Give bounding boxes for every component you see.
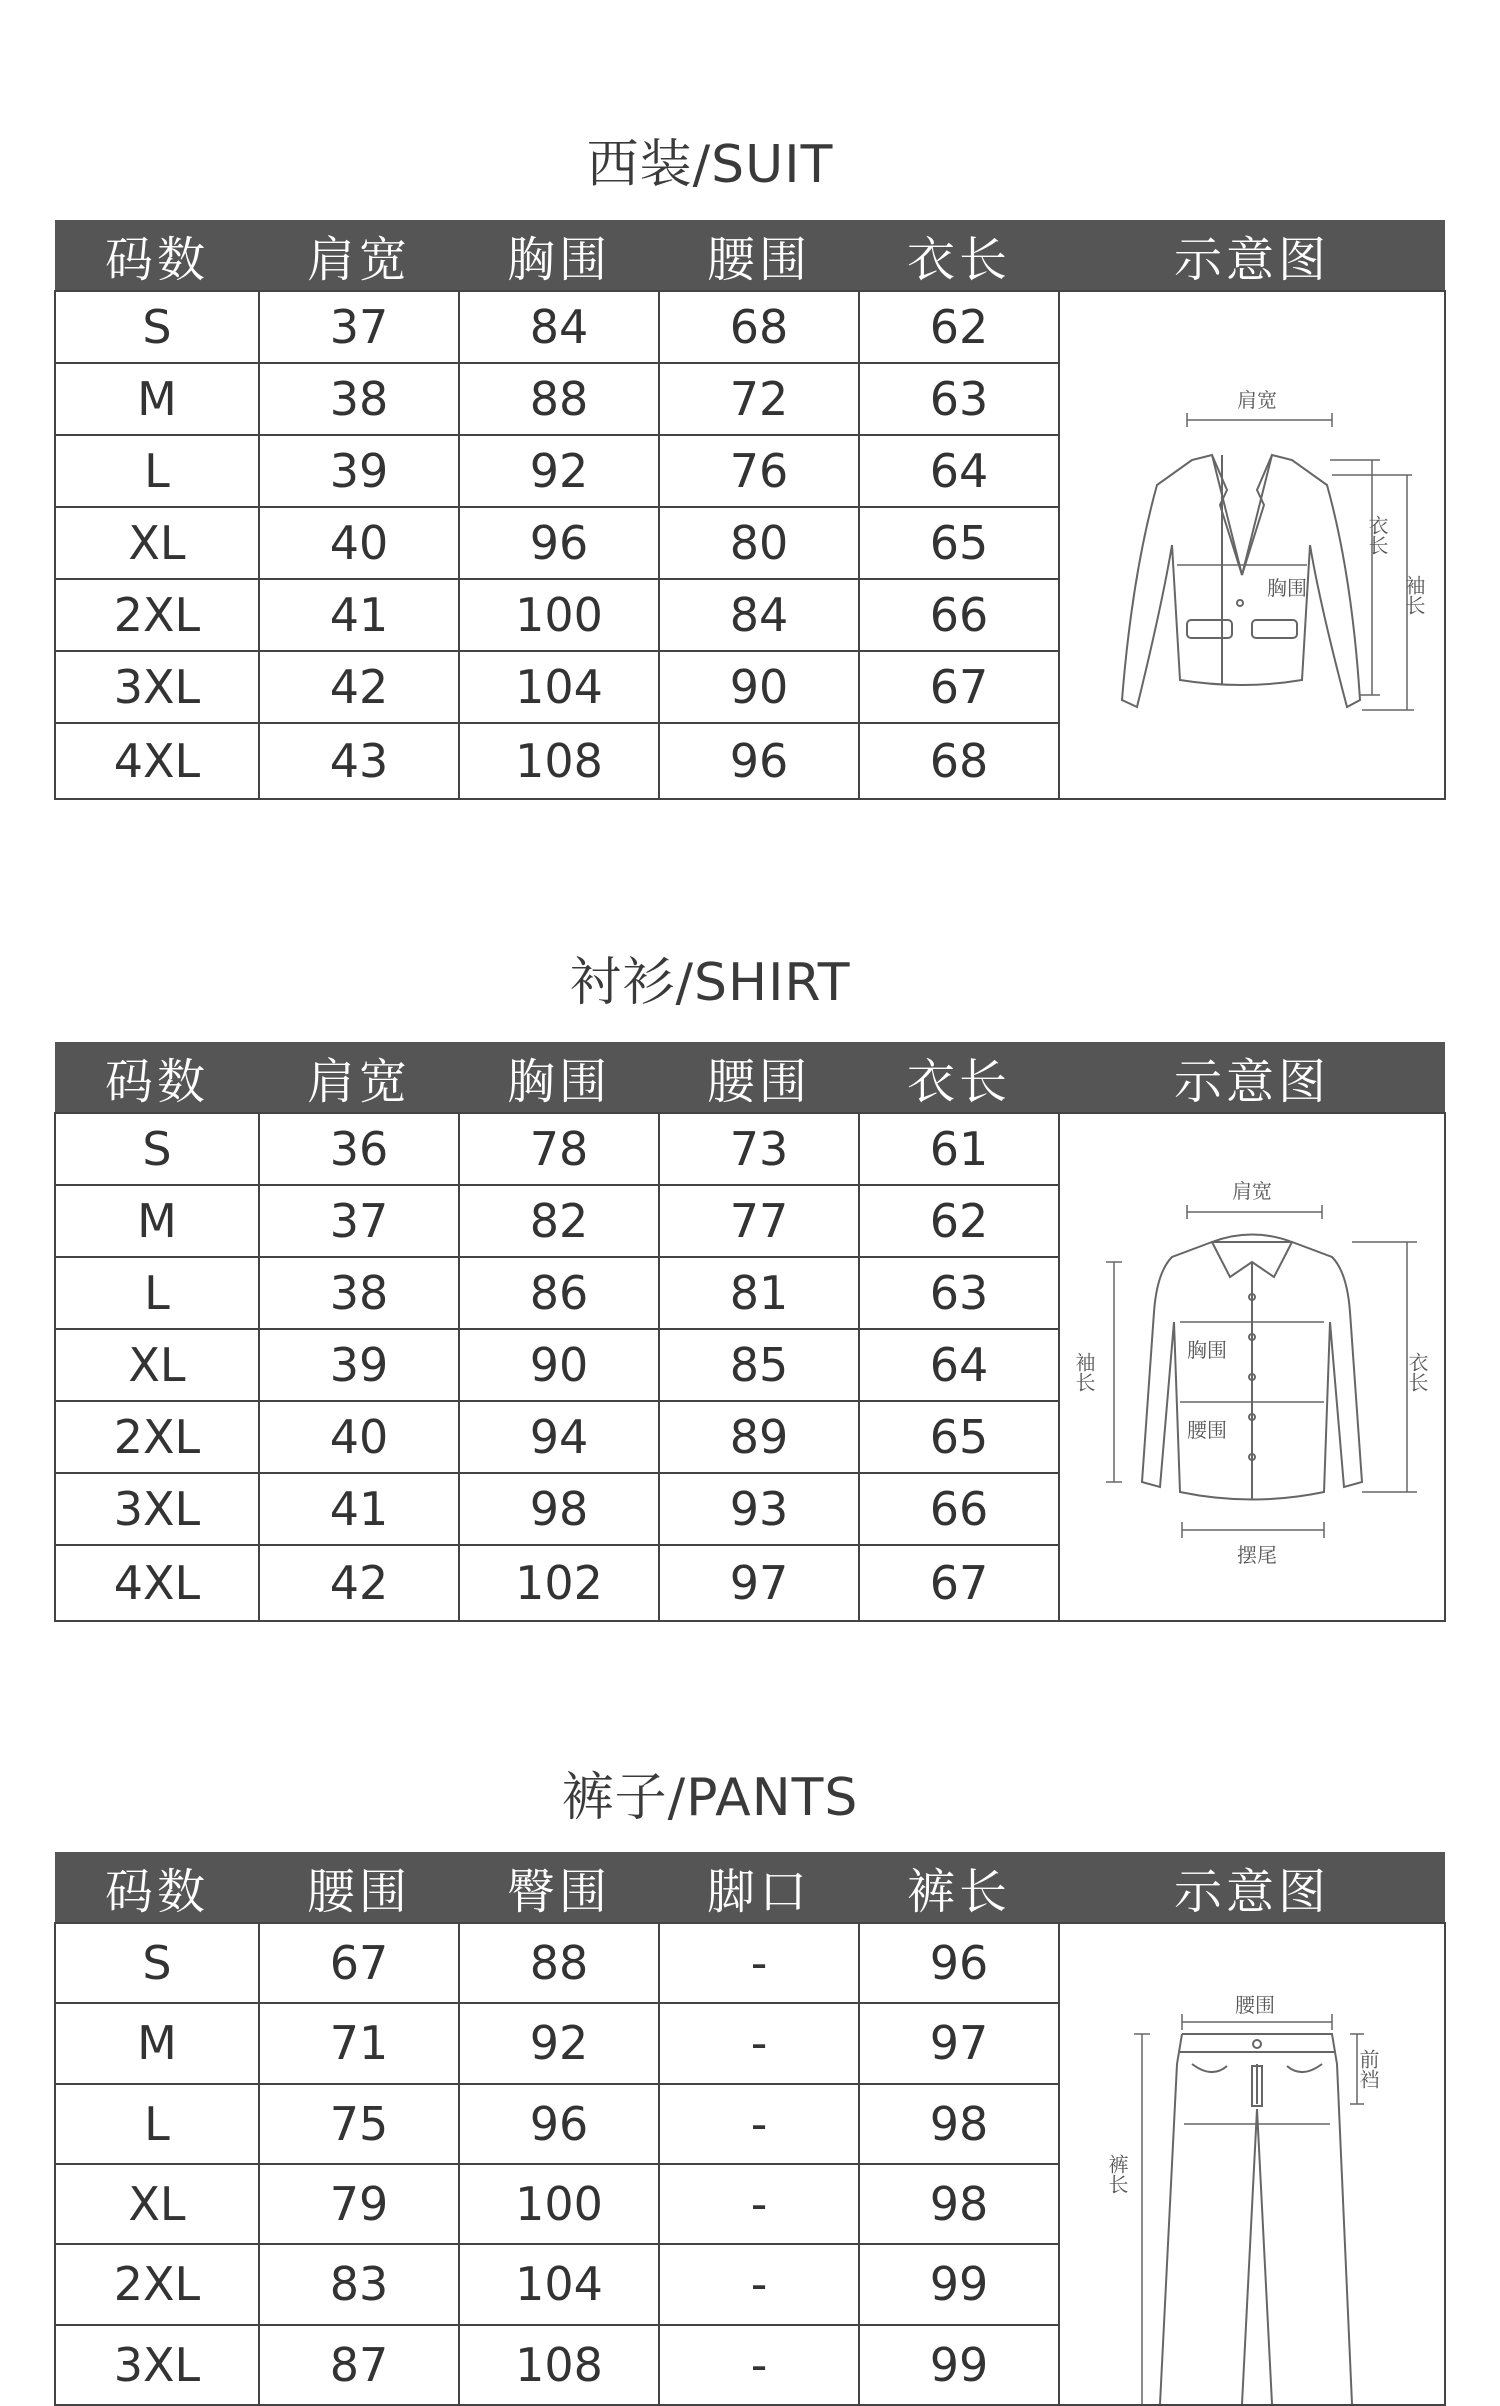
value-cell: 67 <box>259 1923 459 2003</box>
header-cell: 码数 <box>55 1852 259 1923</box>
value-cell: 80 <box>659 507 859 579</box>
suit-title: 西装/SUIT <box>586 135 834 195</box>
value-cell: 77 <box>659 1185 859 1257</box>
value-cell: - <box>659 2325 859 2405</box>
value-cell: 39 <box>259 435 459 507</box>
value-cell: 36 <box>259 1113 459 1185</box>
value-cell: 87 <box>259 2325 459 2405</box>
table-header-row <box>55 220 1445 291</box>
value-cell: 104 <box>459 651 659 723</box>
value-cell: 79 <box>259 2164 459 2244</box>
diagram-label: 肩宽 <box>1237 388 1277 412</box>
size-cell: L <box>55 435 259 507</box>
value-cell: 62 <box>859 291 1059 363</box>
header-cell: 肩宽 <box>259 220 459 291</box>
value-cell: 72 <box>659 363 859 435</box>
value-cell: 39 <box>259 1329 459 1401</box>
value-cell: 88 <box>459 1923 659 2003</box>
diagram-label: 胸围 <box>1187 1338 1227 1362</box>
value-cell: 63 <box>859 363 1059 435</box>
size-cell: S <box>55 1923 259 2003</box>
shirt-size-table <box>54 1042 1446 1622</box>
value-cell: 88 <box>459 363 659 435</box>
value-cell: 41 <box>259 1473 459 1545</box>
value-cell: - <box>659 1923 859 2003</box>
value-cell: 93 <box>659 1473 859 1545</box>
size-cell: M <box>55 1185 259 1257</box>
diagram-label: 腰围 <box>1187 1418 1227 1442</box>
value-cell: - <box>659 2003 859 2083</box>
value-cell: 90 <box>659 651 859 723</box>
size-cell: 3XL <box>55 1473 259 1545</box>
value-cell: 96 <box>659 723 859 799</box>
value-cell: 43 <box>259 723 459 799</box>
value-cell: 37 <box>259 291 459 363</box>
header-cell: 胸围 <box>459 1042 659 1113</box>
table-header-row <box>55 1042 1445 1113</box>
size-cell: 2XL <box>55 2244 259 2324</box>
size-cell: L <box>55 2084 259 2164</box>
table-row <box>55 291 1445 363</box>
value-cell: 97 <box>659 1545 859 1621</box>
diagram-label: 袖长 <box>1072 1352 1096 1392</box>
pants-size-table <box>54 1852 1446 2406</box>
value-cell: 89 <box>659 1401 859 1473</box>
size-cell: 2XL <box>55 579 259 651</box>
size-cell: M <box>55 2003 259 2083</box>
size-cell: M <box>55 363 259 435</box>
table-row <box>55 1113 1445 1185</box>
value-cell: 67 <box>859 1545 1059 1621</box>
value-cell: 68 <box>859 723 1059 799</box>
value-cell: 96 <box>459 507 659 579</box>
diagram-label: 肩宽 <box>1232 1179 1272 1203</box>
value-cell: 97 <box>859 2003 1059 2083</box>
value-cell: 84 <box>459 291 659 363</box>
value-cell: - <box>659 2244 859 2324</box>
header-cell: 衣长 <box>859 1042 1059 1113</box>
header-cell: 腰围 <box>659 220 859 291</box>
value-cell: 73 <box>659 1113 859 1185</box>
size-cell: L <box>55 1257 259 1329</box>
value-cell: 92 <box>459 435 659 507</box>
value-cell: 99 <box>859 2325 1059 2405</box>
size-cell: 4XL <box>55 723 259 799</box>
shirt-diagram-cell <box>1059 1113 1445 1621</box>
value-cell: 66 <box>859 1473 1059 1545</box>
value-cell: 37 <box>259 1185 459 1257</box>
value-cell: 84 <box>659 579 859 651</box>
value-cell: 100 <box>459 2164 659 2244</box>
diagram-label: 袖长 <box>1402 575 1426 615</box>
value-cell: 62 <box>859 1185 1059 1257</box>
value-cell: 82 <box>459 1185 659 1257</box>
value-cell: 92 <box>459 2003 659 2083</box>
value-cell: 67 <box>859 651 1059 723</box>
value-cell: 96 <box>859 1923 1059 2003</box>
table-header-row <box>55 1852 1445 1923</box>
header-cell: 腰围 <box>259 1852 459 1923</box>
value-cell: 65 <box>859 1401 1059 1473</box>
value-cell: 102 <box>459 1545 659 1621</box>
header-cell: 码数 <box>55 220 259 291</box>
value-cell: 71 <box>259 2003 459 2083</box>
header-cell: 衣长 <box>859 220 1059 291</box>
size-cell: S <box>55 1113 259 1185</box>
value-cell: 90 <box>459 1329 659 1401</box>
table-row <box>55 1923 1445 2003</box>
pants-diagram <box>1062 1994 1442 2404</box>
size-cell: S <box>55 291 259 363</box>
size-cell: XL <box>55 2164 259 2244</box>
value-cell: 85 <box>659 1329 859 1401</box>
shirt-diagram <box>1062 1162 1442 1572</box>
value-cell: 42 <box>259 1545 459 1621</box>
value-cell: 99 <box>859 2244 1059 2324</box>
value-cell: 94 <box>459 1401 659 1473</box>
size-cell: XL <box>55 507 259 579</box>
value-cell: 98 <box>459 1473 659 1545</box>
value-cell: 108 <box>459 723 659 799</box>
value-cell: 64 <box>859 1329 1059 1401</box>
header-cell: 胸围 <box>459 220 659 291</box>
size-cell: 2XL <box>55 1401 259 1473</box>
header-cell: 腰围 <box>659 1042 859 1113</box>
value-cell: 98 <box>859 2084 1059 2164</box>
value-cell: 104 <box>459 2244 659 2324</box>
value-cell: 61 <box>859 1113 1059 1185</box>
value-cell: 78 <box>459 1113 659 1185</box>
suit-size-table <box>54 220 1446 800</box>
pants-diagram-cell <box>1059 1923 1445 2405</box>
value-cell: 40 <box>259 1401 459 1473</box>
value-cell: - <box>659 2164 859 2244</box>
value-cell: 42 <box>259 651 459 723</box>
value-cell: 38 <box>259 363 459 435</box>
diagram-label: 腰围 <box>1235 1994 1275 2017</box>
header-cell: 脚口 <box>659 1852 859 1923</box>
suit-diagram-cell <box>1059 291 1445 799</box>
header-cell: 示意图 <box>1059 220 1445 291</box>
value-cell: 63 <box>859 1257 1059 1329</box>
value-cell: 81 <box>659 1257 859 1329</box>
value-cell: 75 <box>259 2084 459 2164</box>
diagram-label: 胸围 <box>1267 576 1307 600</box>
value-cell: - <box>659 2084 859 2164</box>
value-cell: 66 <box>859 579 1059 651</box>
value-cell: 38 <box>259 1257 459 1329</box>
value-cell: 40 <box>259 507 459 579</box>
pants-title: 裤子/PANTS <box>561 1768 859 1828</box>
value-cell: 65 <box>859 507 1059 579</box>
size-cell: 3XL <box>55 651 259 723</box>
header-cell: 裤长 <box>859 1852 1059 1923</box>
value-cell: 100 <box>459 579 659 651</box>
header-cell: 肩宽 <box>259 1042 459 1113</box>
diagram-label: 裤长 <box>1105 2154 1129 2194</box>
value-cell: 96 <box>459 2084 659 2164</box>
value-cell: 41 <box>259 579 459 651</box>
size-cell: XL <box>55 1329 259 1401</box>
value-cell: 98 <box>859 2164 1059 2244</box>
value-cell: 64 <box>859 435 1059 507</box>
value-cell: 86 <box>459 1257 659 1329</box>
diagram-label: 衣长 <box>1365 515 1389 555</box>
value-cell: 108 <box>459 2325 659 2405</box>
shirt-title: 衬衫/SHIRT <box>569 953 851 1013</box>
diagram-label: 前裆 <box>1356 2049 1380 2089</box>
size-cell: 3XL <box>55 2325 259 2405</box>
size-cell: 4XL <box>55 1545 259 1621</box>
header-cell: 码数 <box>55 1042 259 1113</box>
suit-diagram <box>1062 345 1442 745</box>
value-cell: 76 <box>659 435 859 507</box>
header-cell: 臀围 <box>459 1852 659 1923</box>
diagram-label: 衣长 <box>1405 1352 1429 1392</box>
value-cell: 68 <box>659 291 859 363</box>
header-cell: 示意图 <box>1059 1852 1445 1923</box>
diagram-label: 摆尾 <box>1237 1543 1277 1567</box>
header-cell: 示意图 <box>1059 1042 1445 1113</box>
value-cell: 83 <box>259 2244 459 2324</box>
